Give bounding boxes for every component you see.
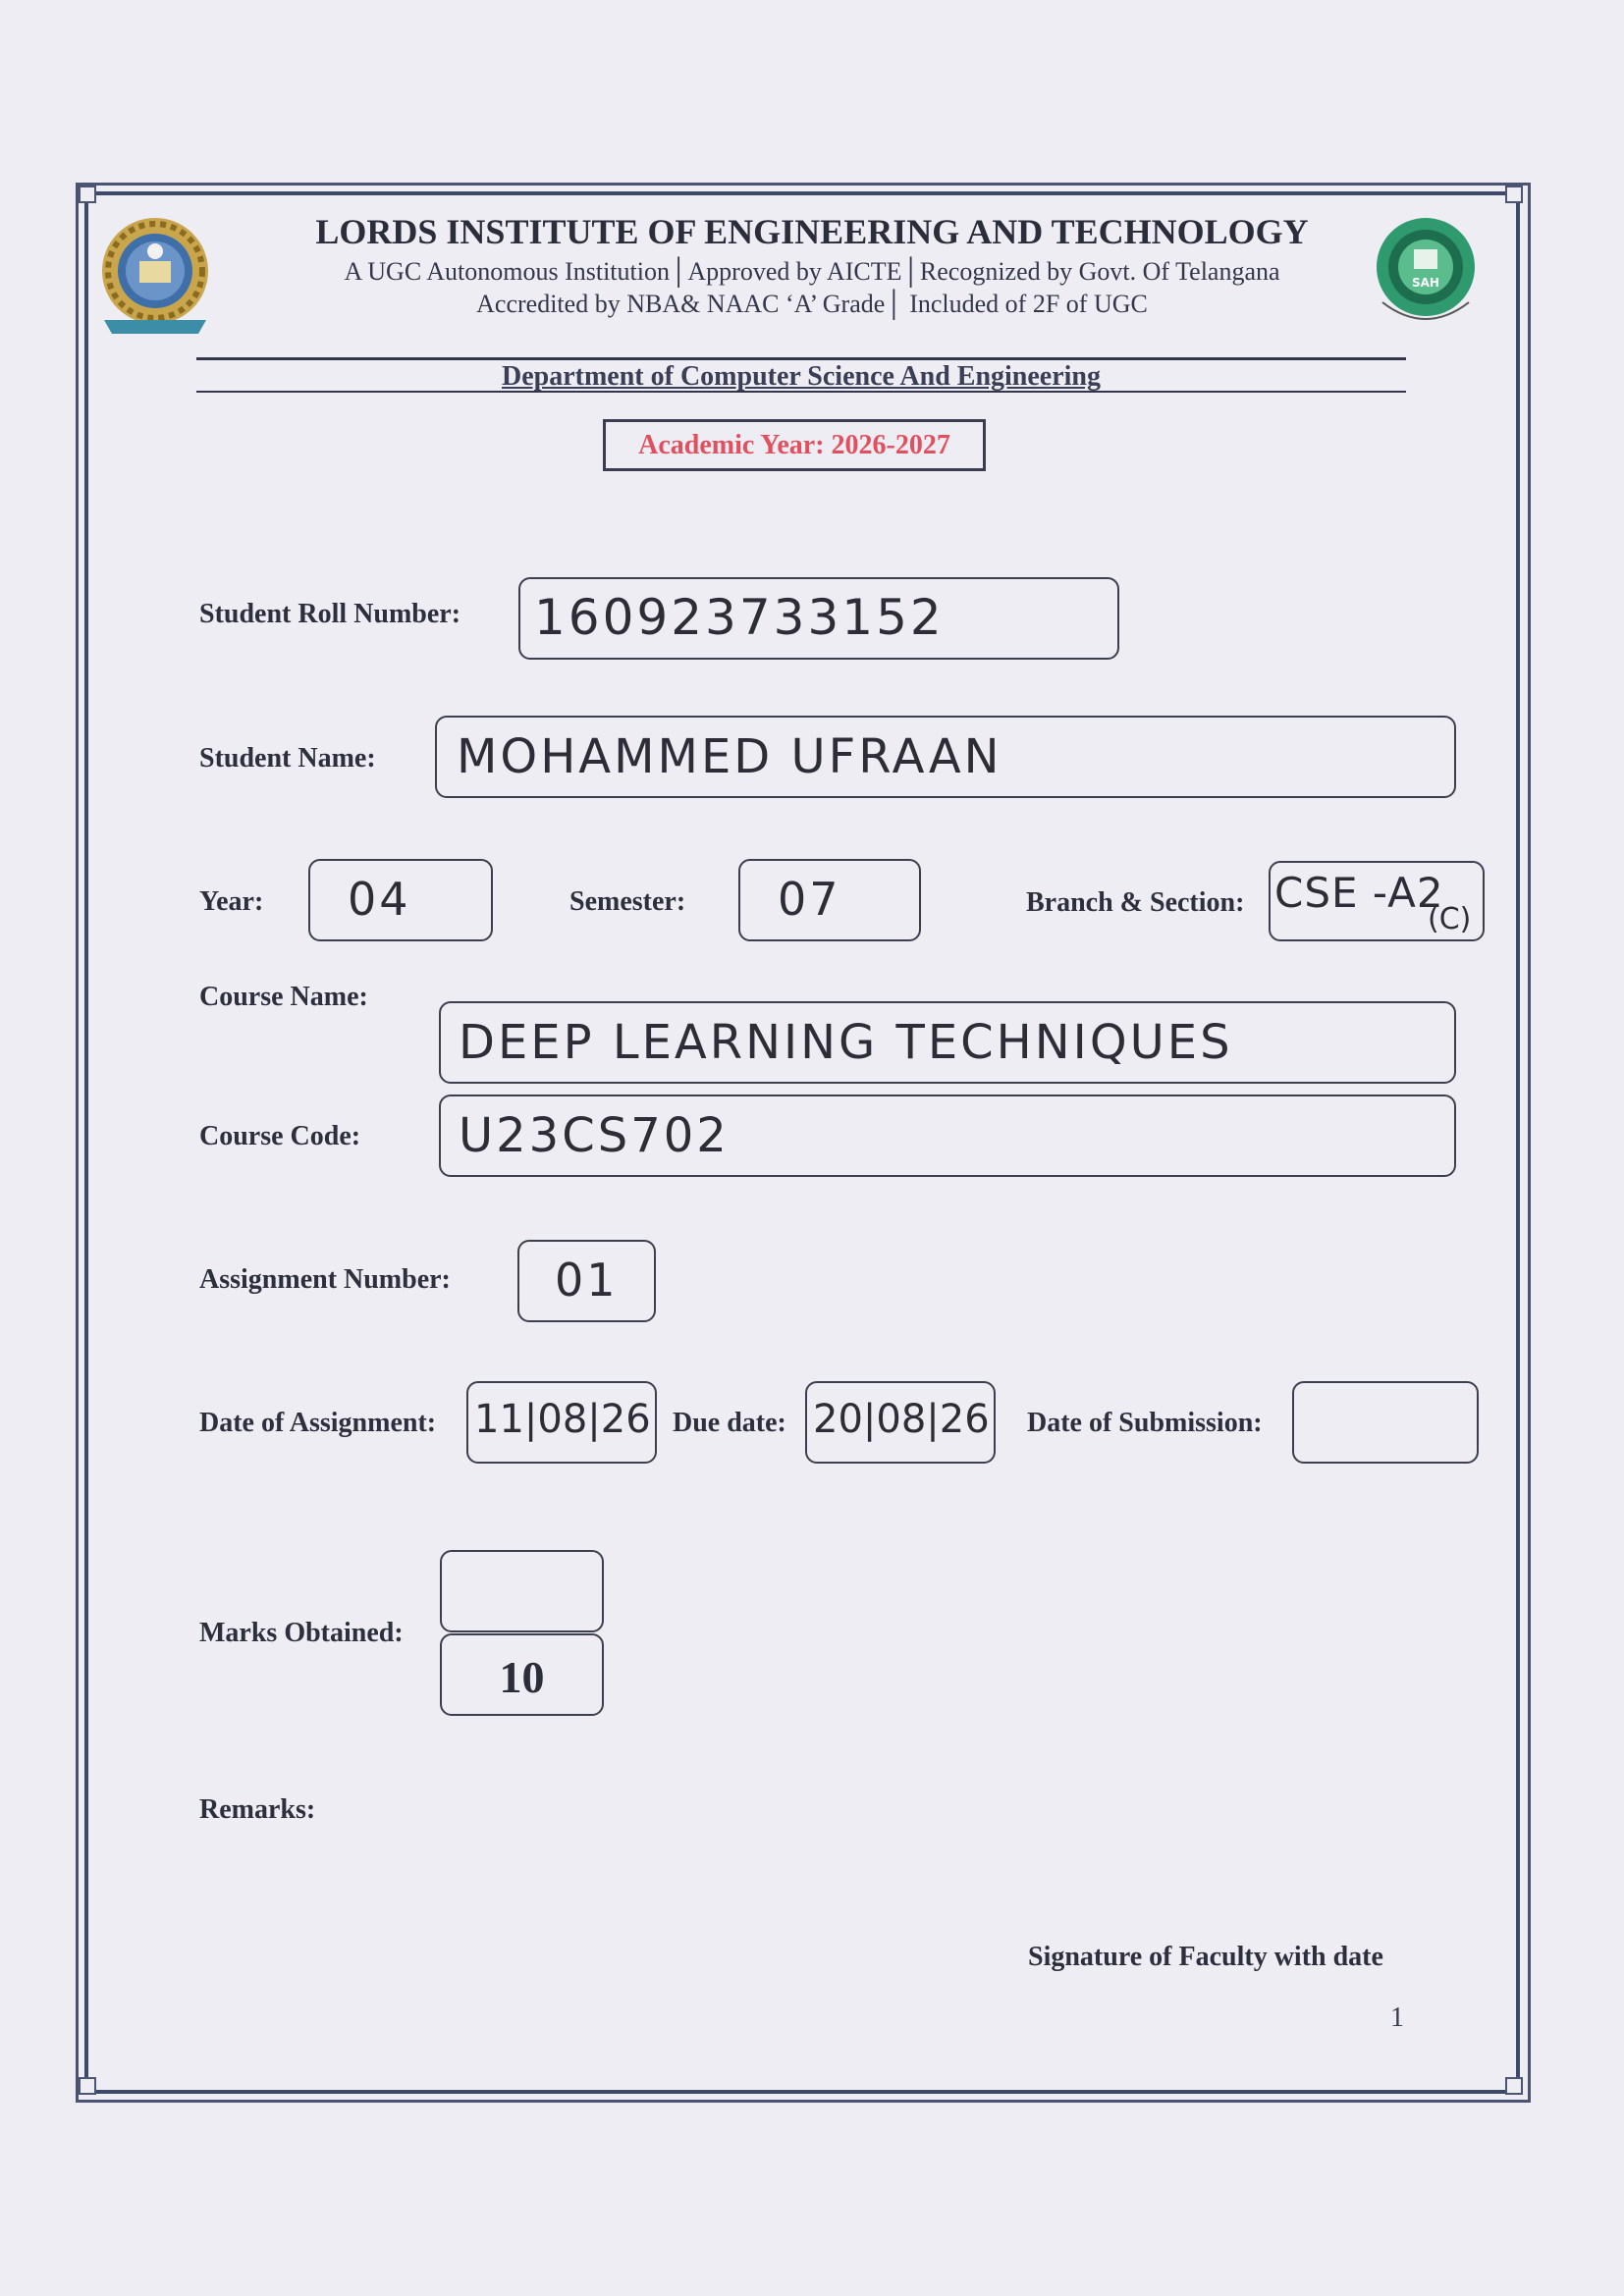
institute-accreditation: Accredited by NBA& NAAC ‘A’ Grade│ Included of 2F of UGC	[476, 290, 1148, 318]
header-rule	[196, 357, 1406, 360]
due-date-label: Due date:	[673, 1408, 786, 1438]
date-of-assignment-label: Date of Assignment:	[199, 1408, 437, 1438]
student-name-field[interactable]	[435, 716, 1456, 798]
department-title: Department of Computer Science And Engineering	[502, 361, 1101, 392]
border-corner	[79, 186, 96, 203]
course-name-label: Course Name:	[199, 982, 368, 1012]
course-code-label: Course Code:	[199, 1121, 361, 1151]
course-code-value: U23CS702	[459, 1108, 730, 1163]
academic-year-box: Academic Year: 2026-2027	[603, 419, 986, 471]
remarks-label: Remarks:	[199, 1794, 316, 1825]
course-code-field[interactable]	[439, 1095, 1456, 1177]
faculty-signature-label: Signature of Faculty with date	[1028, 1942, 1383, 1972]
course-name-field[interactable]	[439, 1001, 1456, 1084]
department-rule	[196, 391, 1406, 393]
semester-label: Semester:	[569, 886, 686, 917]
year-field[interactable]	[308, 859, 493, 941]
border-corner	[1505, 2077, 1523, 2095]
border-corner	[79, 2077, 96, 2095]
date-of-assignment-value: 11|08|26	[474, 1397, 651, 1442]
page-number: 1	[1390, 2002, 1404, 2033]
date-of-submission-label: Date of Submission:	[1027, 1408, 1263, 1438]
student-name-label: Student Name:	[199, 743, 376, 774]
year-value: 04	[348, 873, 411, 926]
branch-section-value: CSE -A2	[1274, 869, 1444, 917]
marks-obtained-label: Marks Obtained:	[199, 1618, 404, 1648]
border-corner	[1505, 186, 1523, 203]
date-of-submission-field[interactable]	[1292, 1381, 1479, 1464]
semester-value: 07	[778, 873, 841, 926]
semester-field[interactable]	[738, 859, 921, 941]
roll-number-value: 160923733152	[534, 589, 945, 646]
due-date-value: 20|08|26	[813, 1397, 990, 1442]
institute-subtitle: A UGC Autonomous Institution│Approved by AICTE│Recognized by Govt. Of Telangana	[344, 257, 1280, 286]
date-of-assignment-field[interactable]	[466, 1381, 657, 1464]
roll-number-field[interactable]	[518, 577, 1119, 660]
student-name-value: MOHAMMED UFRAAN	[457, 729, 1002, 784]
svg-text:SAH: SAH	[1412, 276, 1439, 290]
course-name-value: DEEP LEARNING TECHNIQUES	[459, 1015, 1233, 1070]
marks-total-box	[440, 1633, 604, 1716]
marks-total-value: 10	[499, 1652, 545, 1702]
due-date-field[interactable]	[805, 1381, 996, 1464]
branch-section-note: (C)	[1428, 902, 1472, 936]
branch-section-field[interactable]	[1269, 861, 1485, 941]
assignment-number-label: Assignment Number:	[199, 1264, 451, 1295]
institute-title: LORDS INSTITUTE OF ENGINEERING AND TECHNOLOGY	[315, 212, 1309, 251]
assignment-number-value: 01	[555, 1254, 619, 1307]
year-label: Year:	[199, 886, 264, 917]
assignment-number-field[interactable]	[517, 1240, 656, 1322]
roll-number-label: Student Roll Number:	[199, 599, 461, 629]
marks-obtained-field[interactable]	[440, 1550, 604, 1632]
branch-section-label: Branch & Section:	[1026, 887, 1245, 918]
